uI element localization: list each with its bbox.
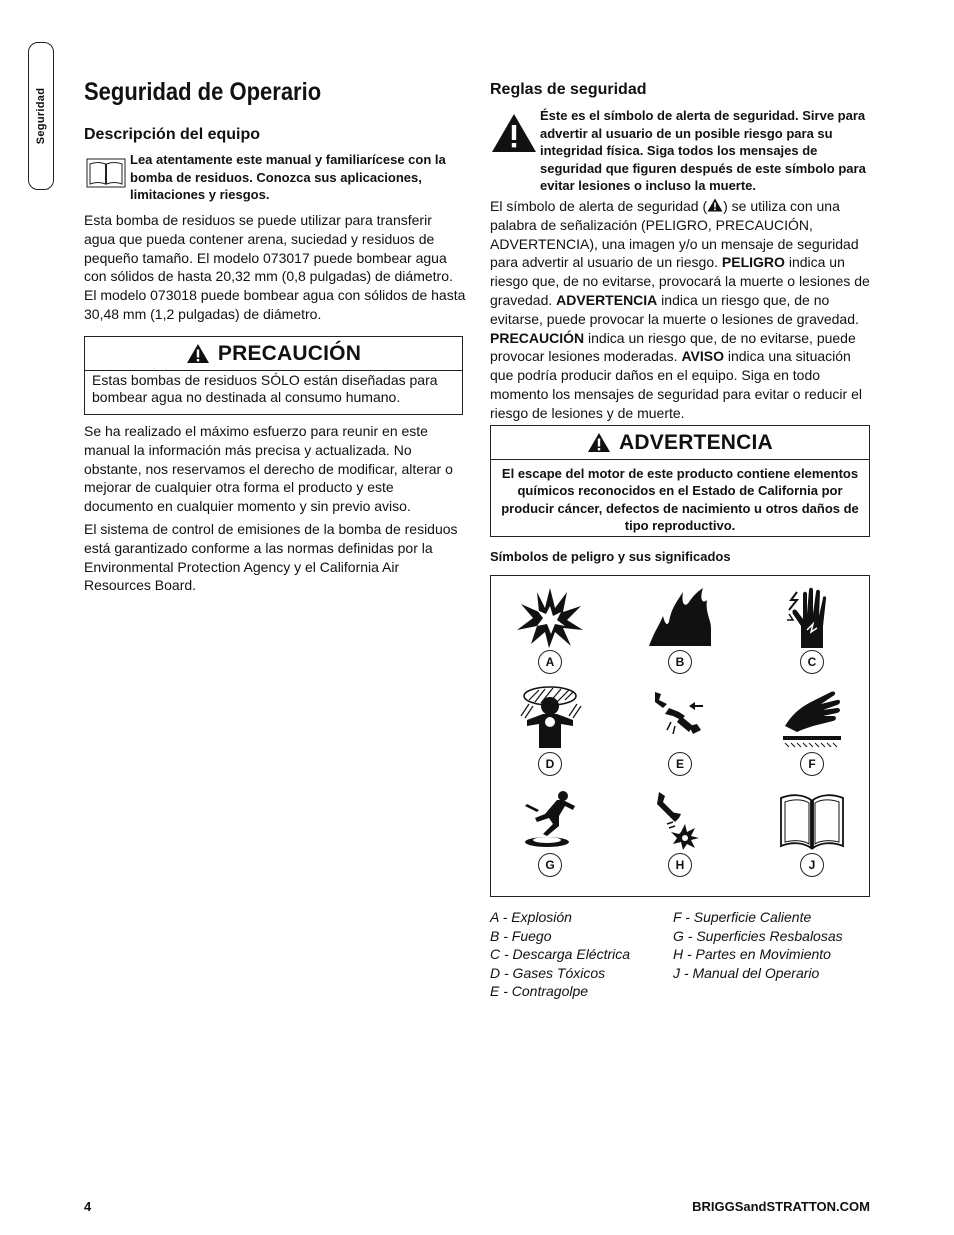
symbol-label-b: B xyxy=(668,650,692,674)
hot-surface-icon xyxy=(777,686,847,750)
symbol-label-d: D xyxy=(538,752,562,776)
legend-item: A - Explosión xyxy=(490,909,572,925)
symbol-label-c: C xyxy=(800,650,824,674)
caution-title: PRECAUCIÓN xyxy=(217,341,362,365)
page-number: 4 xyxy=(84,1199,92,1214)
alert-triangle-icon xyxy=(587,432,611,453)
side-tab xyxy=(28,42,54,190)
symbol-label-a: A xyxy=(538,650,562,674)
legend-item: B - Fuego xyxy=(490,927,552,944)
side-tab-label: Seguridad xyxy=(35,87,47,145)
fire-icon xyxy=(645,586,715,650)
warning-box xyxy=(490,425,870,537)
symbol-label-g: G xyxy=(538,853,562,877)
moving-parts-icon xyxy=(645,788,715,852)
caution-header xyxy=(85,337,462,371)
legend-item: J - Manual del Operario xyxy=(673,964,820,981)
symbol-label-f: F xyxy=(800,752,824,776)
rules-text-6: indica una situación que podría producir daños en el equipo. Siga en todo momento los mensajes de seguridad para evitar o reducir el riesgo de lesiones y de muerte. xyxy=(490,348,862,421)
slippery-surface-icon xyxy=(515,788,585,852)
manual-note: Lea atentamente este manual y familiarícese con la bomba de residuos. Conozca sus aplicaciones, limitaciones y riesgos. xyxy=(130,152,446,202)
rules-text-2: ) se utiliza con una palabra de señalización (PELIGRO, PRECAUCIÓN, ADVERTENCIA), una imagen y/o un mensaje de seguridad para advertir al usuario de un riesgo. xyxy=(490,198,859,271)
hazard-symbols-grid xyxy=(490,575,870,897)
electric-shock-icon xyxy=(777,586,847,650)
rules-heading: Reglas de seguridad xyxy=(490,81,647,98)
rules-text-1: El símbolo de alerta de seguridad ( xyxy=(490,198,708,214)
legend-item: G - Superficies Resbalosas xyxy=(673,927,843,944)
legend-item: F - Superficie Caliente xyxy=(673,909,812,925)
warning-text: El escape del motor de este producto contiene elementos químicos reconocidos en el Estado de California por producir cáncer, defectos de nacimiento u otros daños de tipo reproductivo. xyxy=(501,466,859,534)
alert-note: Éste es el símbolo de alerta de seguridad. Sirve para advertir al usuario de un posible riesgo para su integridad física. Siga todos los mensajes de seguridad que figuren después de este símbolo para evitar lesiones o incluso la muerte. xyxy=(540,108,866,193)
inline-alert-icon xyxy=(707,198,723,212)
emissions-paragraph: El sistema de control de emisiones de la bomba de residuos está garantizado conforme a las normas definidas por la Environmental Protection Agency y el California Air Resources Board. xyxy=(84,521,458,594)
legend-item: H - Partes en Movimiento xyxy=(673,946,831,963)
symbol-label-e: E xyxy=(668,752,692,776)
footer-site: BRIGGSandSTRATTON.COM xyxy=(692,1199,870,1214)
legend-item: E - Contragolpe xyxy=(490,983,589,1000)
warning-header xyxy=(491,426,869,460)
symbols-heading: Símbolos de peligro y sus significados xyxy=(490,549,731,564)
word-advertencia: ADVERTENCIA xyxy=(556,291,658,308)
toxic-fumes-icon xyxy=(515,686,585,750)
kickback-icon xyxy=(645,686,715,750)
warning-title: ADVERTENCIA xyxy=(619,430,773,454)
desc-heading: Descripción del equipo xyxy=(84,126,261,143)
rules-text-5: indica un riesgo que, de no evitarse, puede provocar lesiones moderadas. xyxy=(490,329,856,365)
desc-paragraph: Esta bomba de residuos se puede utilizar para transferir agua que pueda contener arena, suciedad y residuos de pequeño tamaño. El modelo 073017 puede bombear agua con sólidos de hasta 20,32 mm (0,8 pulgadas) de diámetro. El modelo 073018 puede bombear agua con sólidos de hasta 30,48 mm (1,2 pulgadas) de diámetro. xyxy=(84,212,466,322)
caution-box xyxy=(84,336,463,415)
word-aviso: AVISO xyxy=(681,348,724,365)
effort-paragraph: Se ha realizado el máximo esfuerzo para reunir en este manual la información más precisa y actualizada. No obstante, nos reservamos el derecho de modificar, alterar o mejorar de cualquier otra forma el producto y este documento en cualquier momento y sin previo aviso. xyxy=(84,423,453,515)
explosion-icon xyxy=(515,586,585,650)
safety-alert-icon xyxy=(491,113,537,153)
caution-text: Estas bombas de residuos SÓLO están diseñadas para bombear agua no destinada al consumo humano. xyxy=(92,372,438,405)
alert-triangle-icon xyxy=(186,343,210,364)
rules-paragraph xyxy=(490,197,870,423)
rules-text-3: indica un riesgo que, de no evitarse, provocará la muerte o lesiones de gravedad. xyxy=(490,254,870,308)
page-title: Seguridad de Operario xyxy=(84,78,322,106)
manual-icon xyxy=(86,158,126,188)
operator-manual-icon xyxy=(777,788,847,852)
symbol-label-j: J xyxy=(800,853,824,877)
legend-item: C - Descarga Eléctrica xyxy=(490,946,631,963)
rules-text-4: indica un riesgo que, de no evitarse, puede provocar la muerte o lesiones de gravedad. xyxy=(490,291,859,327)
legend-left xyxy=(490,908,670,1001)
legend-item: D - Gases Tóxicos xyxy=(490,964,606,981)
legend-right xyxy=(673,908,869,982)
symbol-label-h: H xyxy=(668,853,692,877)
word-precaucion: PRECAUCIÓN xyxy=(490,329,585,346)
word-peligro: PELIGRO xyxy=(721,254,785,271)
